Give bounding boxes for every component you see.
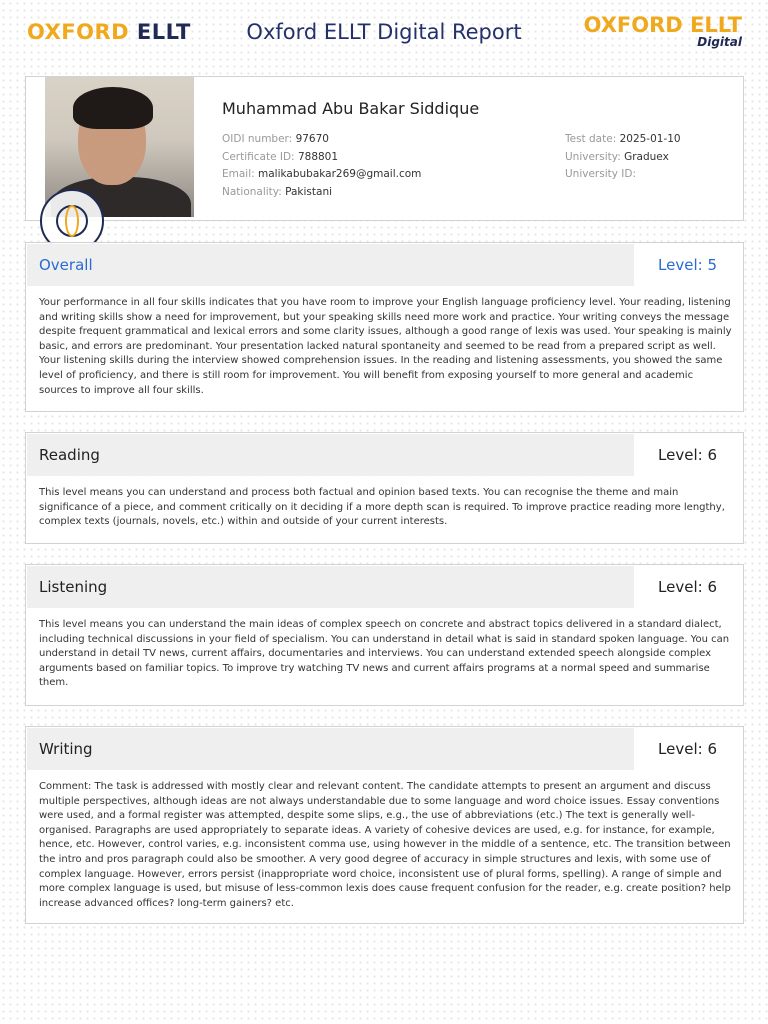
university-row: University: Graduex [565, 150, 669, 163]
section-level: Level: 6 [658, 446, 717, 464]
section-level: Level: 6 [658, 578, 717, 596]
logo-right-sub: Digital [697, 35, 742, 49]
listening-section-header [27, 566, 634, 608]
candidate-name: Muhammad Abu Bakar Siddique [222, 99, 480, 118]
report-title: Oxford ELLT Digital Report [246, 20, 522, 44]
writing-section-header [27, 728, 634, 770]
candidate-info-right [565, 131, 681, 184]
section-description: Comment: The task is addressed with mostly clear and relevant content. The candidate attempts to present an argument and discuss multiple perspectives, although ideas are not always understandable due to some language and word choice issues. Essay conventions were used, and a formal register was attempted, despite some slips, e.g., the use of abbreviations (etc.) The text is generally well-organised. Paragraphs are used appropriately to separate ideas. A variety of cohesive devices are used, e.g. for instance, for example, hence, etc. However, control varies, e.g. inconsistent comma use, using however in the middle of a sentence, etc. The transition between the intro and pros paragraph could also be smoother. A very good degree of accuracy in simple structures and lexis, with some use of complex language. However, errors persist (inappropriate word choice, inconsistent use of plural forms, spelling). A range of simple and more complex language is used, but misuse of less-common lexis does cause frequent confusion for the reader, e.g. create position? help increase advanced offices? long-term gainers? etc. [39, 781, 731, 909]
writing-section [25, 726, 744, 924]
email-row: Email: malikabubakar269@gmail.com [222, 168, 422, 180]
oidi-number-row: OIDI number: 97670 [222, 133, 329, 145]
overall-section [25, 242, 744, 412]
reading-section-header [27, 434, 634, 476]
section-title: Reading [39, 446, 100, 464]
oxford-ellt-digital-logo [584, 14, 742, 48]
university-id-row: University ID: [565, 168, 637, 180]
section-title: Writing [39, 740, 93, 758]
nationality-row: Nationality: Pakistani [222, 185, 333, 198]
section-level: Level: 6 [658, 740, 717, 758]
candidate-profile-card [25, 76, 744, 221]
section-title: Listening [39, 578, 108, 596]
report-header [0, 0, 768, 70]
logo-right-main: OXFORD ELLT [583, 13, 742, 37]
test-date-row: Test date: 2025-01-10 [565, 133, 681, 145]
section-description: This level means you can understand and process both factual and opinion based texts. You can recognise the theme and main significance of a piece, and comment critically on it deciding if a more depth scan is required. To improve practice reading more lengthy, complex texts (journals, novels, etc.) within and outside of your current interests. [39, 487, 725, 528]
reading-section [25, 432, 744, 544]
section-description: This level means you can understand the main ideas of complex speech on concrete and abstract topics delivered in a standard dialect, including technical discussions in your field of specialism. You can understand in detail what is said in standard spoken language. You can understand in detail TV news, current affairs, documentaries and interviews. You can understand extended speech alongside complex arguments based on familiar topics. To improve try watching TV news and current affairs programs at a normal speed and summarise them. [39, 619, 730, 689]
oxford-ellt-logo-left: OXFORD ELLT [27, 20, 191, 44]
certificate-id-row: Certificate ID: 788801 [222, 150, 339, 163]
section-level: Level: 5 [658, 256, 717, 274]
section-description: Your performance in all four skills indicates that you have room to improve your English language proficiency level. Your reading, listening and writing skills show a need for improvement, but your speaking skills need more work and practice. Your writing conveys the message despite frequent grammatical and lexical errors and some clarity issues, although a good range of lexis was used. Your speaking is mainly basic, and errors are predominant. Your presentation lacked natural spontaneity and seemed to be read from a prepared script as well. Your listening skills during the interview showed comprehension issues. In the reading and listening assessments, you showed the same level of proficiency, and there is still room for improvement. You will benefit from exposing yourself to more general and academic sources to improve all four skills. [39, 297, 732, 396]
candidate-info-left [222, 131, 421, 201]
overall-section-header [27, 244, 634, 286]
listening-section [25, 564, 744, 706]
section-title: Overall [39, 256, 93, 274]
